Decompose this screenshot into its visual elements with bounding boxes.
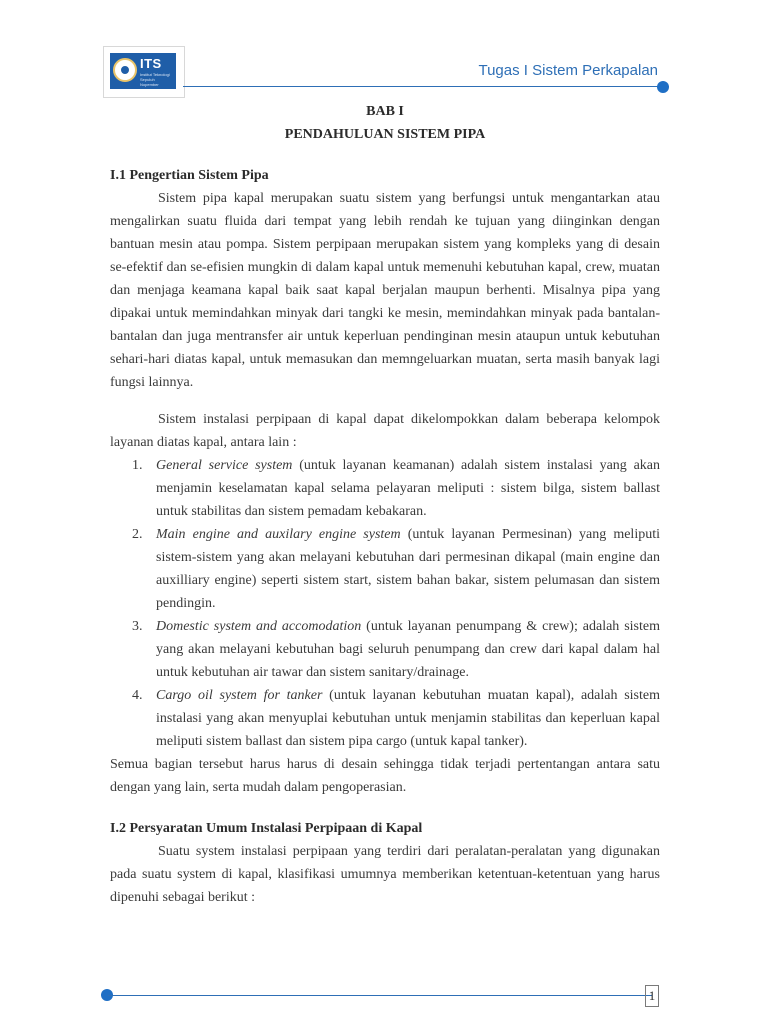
list-item (110, 615, 660, 684)
header-rule (183, 86, 665, 87)
page-content (110, 100, 660, 909)
footer-rule (108, 995, 652, 996)
list-text: (untuk layanan keamanan) adalah sistem instalasi yang akan menjamin keselamatan kapal selama pelayaran meliputi : sistem bilga, sistem ballast untuk stabilitas dan sistem pemadam kebakaran. (156, 458, 661, 519)
chapter-label: BAB I (366, 104, 404, 119)
list-text: (untuk layanan kebutuhan muatan kapal), adalah sistem instalasi yang akan menyuplai kebutuhan untuk menjamin stabilitas dan keperluan kapal meliputi sistem ballast dan sistem pipa cargo (untuk kapal tanker). (156, 688, 660, 749)
logo-subtext: Institut Teknologi Sepuluh Nopember (140, 72, 170, 87)
list-term: Main engine and auxilary engine system (156, 527, 401, 542)
list-item (110, 684, 660, 753)
section-heading-2: I.2 Persyaratan Umum Instalasi Perpipaan di Kapal (110, 821, 423, 836)
its-logo (103, 46, 185, 98)
section-heading-1: I.1 Pengertian Sistem Pipa (110, 168, 269, 183)
chapter-title: PENDAHULUAN SISTEM PIPA (284, 127, 486, 142)
list-number: 2. (132, 527, 143, 542)
paragraph: Suatu system instalasi perpipaan yang terdiri dari peralatan-peralatan yang digunakan pada suatu system di kapal, klasifikasi umumnya memberikan ketentuan-ketentuan yang harus dipenuhi sebagai berikut : (110, 844, 660, 905)
header-dot-icon (657, 81, 669, 93)
paragraph: Sistem pipa kapal merupakan suatu sistem yang berfungsi untuk mengantarkan atau mengalirkan suatu fluida dari tempat yang lebih rendah ke tujuan yang diinginkan dengan bantuan mesin atau pompa. Sistem perpipaan merupakan sistem yang kompleks yang di desain se-efektif dan se-efisien mungkin di dalam kapal untuk memenuhi kebutuhan kapal, crew, muatan dan menjaga keamana kapal baik saat kapal berjalan maupun berhenti. Misalnya pipa yang dipakai untuk memindahkan minyak dari tangki ke mesin, memindahkan minyak pada bantalan-bantalan dan juga mentransfer air untuk keperluan pendinginan mesin ataupun untuk kebutuhan sehari-hari diatas kapal, untuk memasukan dan memngeluarkan muatan, serta masih banyak lagi fungsi lainnya. (110, 191, 660, 390)
service-list (110, 454, 660, 753)
seal-icon (113, 58, 137, 82)
logo-text: ITS (140, 56, 162, 71)
list-text: (untuk layanan Permesinan) yang meliputi sistem-sistem yang akan melayani kebutuhan dari permesinan dikapal (main engine dan auxilliary engine) seperti sistem start, sistem bahan bakar, sistem pelumasan dan sistem pendingin. (156, 527, 660, 611)
list-number: 4. (132, 688, 143, 703)
header-title: Tugas I Sistem Perkapalan (478, 62, 658, 79)
page-number: 1 (645, 985, 659, 1007)
list-text: (untuk layanan penumpang & crew); adalah sistem yang akan melayani kebutuhan bagi seluruh penumpang dan crew dari kapal dalam hal untuk kebutuhan air tawar dan sistem sanitary/drainage. (156, 619, 660, 680)
list-number: 3. (132, 619, 143, 634)
list-term: General service system (156, 458, 293, 473)
paragraph: Sistem instalasi perpipaan di kapal dapat dikelompokkan dalam beberapa kelompok layanan diatas kapal, antara lain : (110, 412, 660, 450)
list-term: Domestic system and accomodation (156, 619, 362, 634)
logo-emblem (110, 53, 176, 89)
list-item (110, 454, 660, 523)
list-number: 1. (132, 458, 143, 473)
paragraph: Semua bagian tersebut harus harus di desain sehingga tidak terjadi pertentangan antara satu dengan yang lain, serta mudah dalam pengoperasian. (110, 757, 660, 795)
list-term: Cargo oil system for tanker (156, 688, 323, 703)
list-item (110, 523, 660, 615)
